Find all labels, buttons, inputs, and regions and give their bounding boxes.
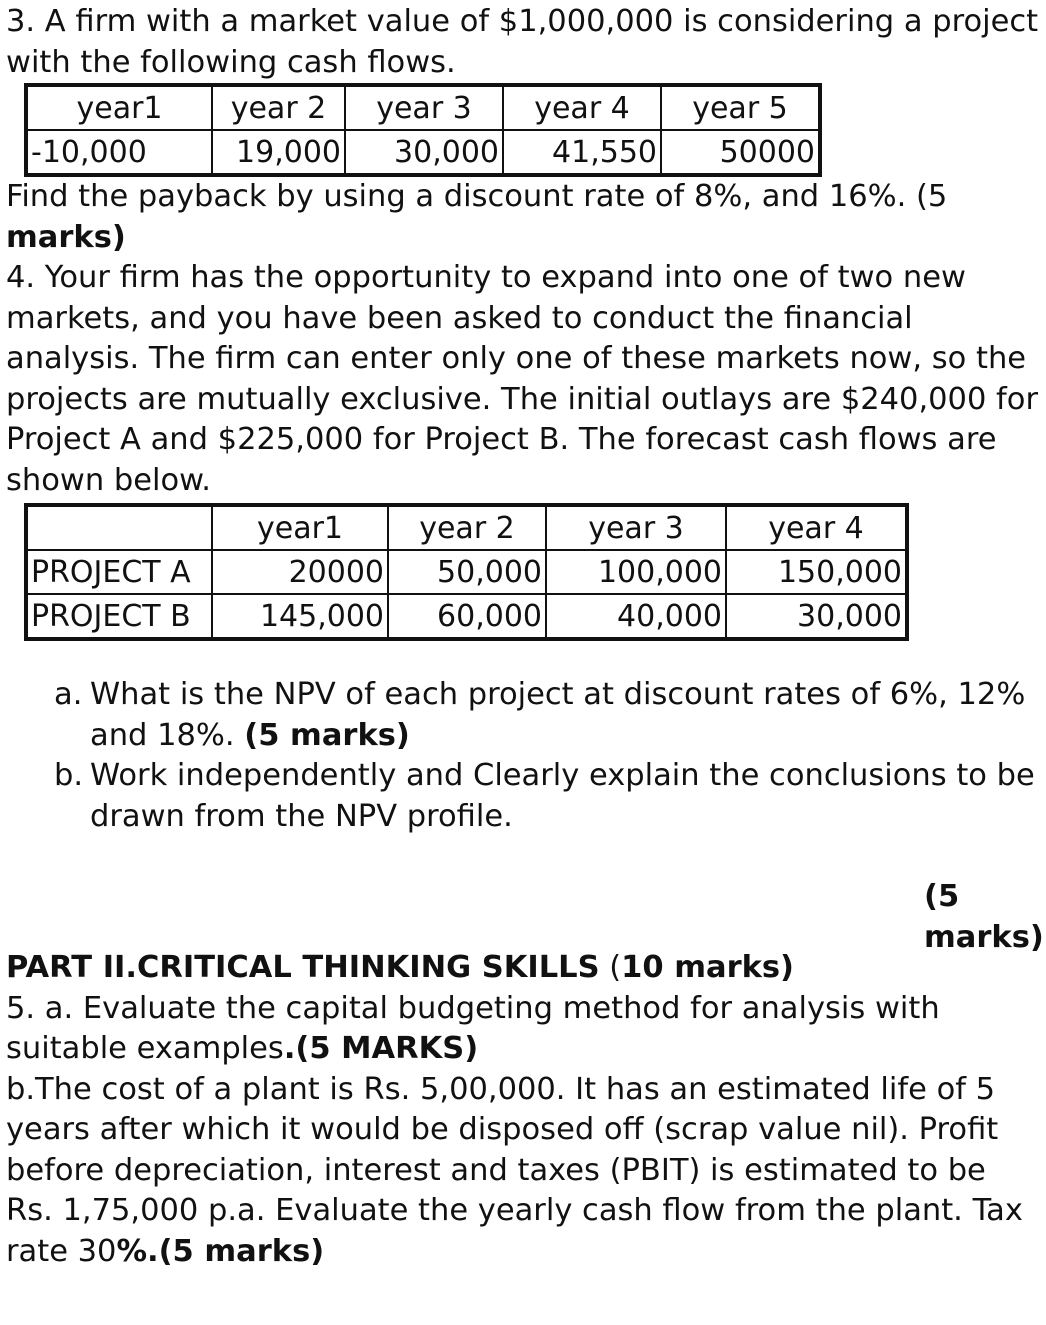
header-cell: year 2: [212, 85, 345, 130]
table-header-row: [26, 85, 820, 130]
part2-heading-open: (: [599, 950, 622, 985]
header-cell: year 3: [345, 85, 503, 130]
header-cell: year 4: [726, 505, 907, 550]
header-cell: year1: [26, 85, 212, 130]
q5b-text: b.The cost of a plant is Rs. 5,00,000. It has an estimated life of 5 years after which it would be disposed off (scrap value nil). Profit before depreciation, interest and taxes (PBIT) is estimated to be Rs. 1,75,000 p.a. Evaluate the yearly cash flow from the plant. Tax rate 30: [6, 1071, 1023, 1269]
part2-heading-text: PART II.CRITICAL THINKING SKILLS: [6, 950, 600, 985]
header-cell: [26, 505, 212, 550]
q4-a-marks: (5 marks): [244, 717, 410, 753]
q5a: [6, 989, 1042, 1070]
spacer: [6, 837, 1042, 877]
value-cell: 100,000: [546, 550, 726, 594]
header-cell: year 2: [388, 505, 546, 550]
q3-intro: 3. A firm with a market value of $1,000,000 is considering a project with the following cash flows.: [6, 4, 1039, 80]
item-label: b.: [54, 758, 84, 793]
q4-intro: 4. Your firm has the opportunity to expand into one of two new markets, and you have been asked to conduct the financial analysis. The firm can enter only one of these markets now, so the projects are mutually exclusive. The initial outlays are $240,000 for Project A and $225,000 for Project B. The forecast cash flows are shown below.: [6, 260, 1038, 498]
q5a-marks: .(5 MARKS): [283, 1031, 479, 1066]
value-cell: 60,000: [388, 594, 546, 639]
table-row: [26, 594, 907, 639]
q4-subquestions: [6, 675, 1042, 837]
spacer: [6, 641, 1042, 675]
q3-question-text: Find the payback by using a discount rate of 8%, and 16%. (5: [6, 179, 948, 214]
value-cell: -10,000: [26, 130, 212, 175]
header-cell: year 4: [503, 85, 661, 130]
part2-heading: [6, 948, 1042, 989]
q4-marks: [924, 877, 1042, 958]
header-cell: year1: [212, 505, 388, 550]
q5b: [6, 1070, 1042, 1273]
q4-projects-table: [24, 503, 909, 641]
table-header-row: [26, 505, 907, 550]
value-cell: 41,550: [503, 130, 661, 175]
q4-b-text: Work independently and Clearly explain the conclusions to be drawn from the NPV profile.: [90, 758, 1035, 834]
document-page: [6, 2, 1042, 1272]
header-cell: year 3: [546, 505, 726, 550]
value-cell: 20000: [212, 550, 388, 594]
row-label-cell: PROJECT A: [26, 550, 212, 594]
q4-subquestion-b: [6, 756, 1042, 837]
q4-subquestion-a: [6, 675, 1042, 756]
value-cell: 30,000: [726, 594, 907, 639]
row-label-cell: PROJECT B: [26, 594, 212, 639]
table-row: [26, 130, 820, 175]
q4-marks-line1: (5: [924, 879, 960, 914]
q3-question: [6, 177, 1042, 258]
q5a-text: 5. a. Evaluate the capital budgeting method for analysis with suitable examples: [6, 990, 940, 1066]
value-cell: 150,000: [726, 550, 907, 594]
value-cell: 30,000: [345, 130, 503, 175]
value-cell: 50000: [661, 130, 820, 175]
q3-marks: marks): [6, 219, 126, 255]
q5b-marks: %.(5 marks): [116, 1233, 325, 1269]
q3-cash-flow-table: [24, 83, 822, 177]
table-row: [26, 550, 907, 594]
value-cell: 40,000: [546, 594, 726, 639]
header-cell: year 5: [661, 85, 820, 130]
item-label: a.: [54, 677, 83, 712]
value-cell: 145,000: [212, 594, 388, 639]
q4-a-text: What is the NPV of each project at discount rates of 6%, 12% and 18%.: [90, 677, 1026, 753]
q4-marks-line2: marks): [924, 919, 1044, 955]
part2-heading-marks: 10 marks): [621, 950, 794, 985]
value-cell: 19,000: [212, 130, 345, 175]
value-cell: 50,000: [388, 550, 546, 594]
